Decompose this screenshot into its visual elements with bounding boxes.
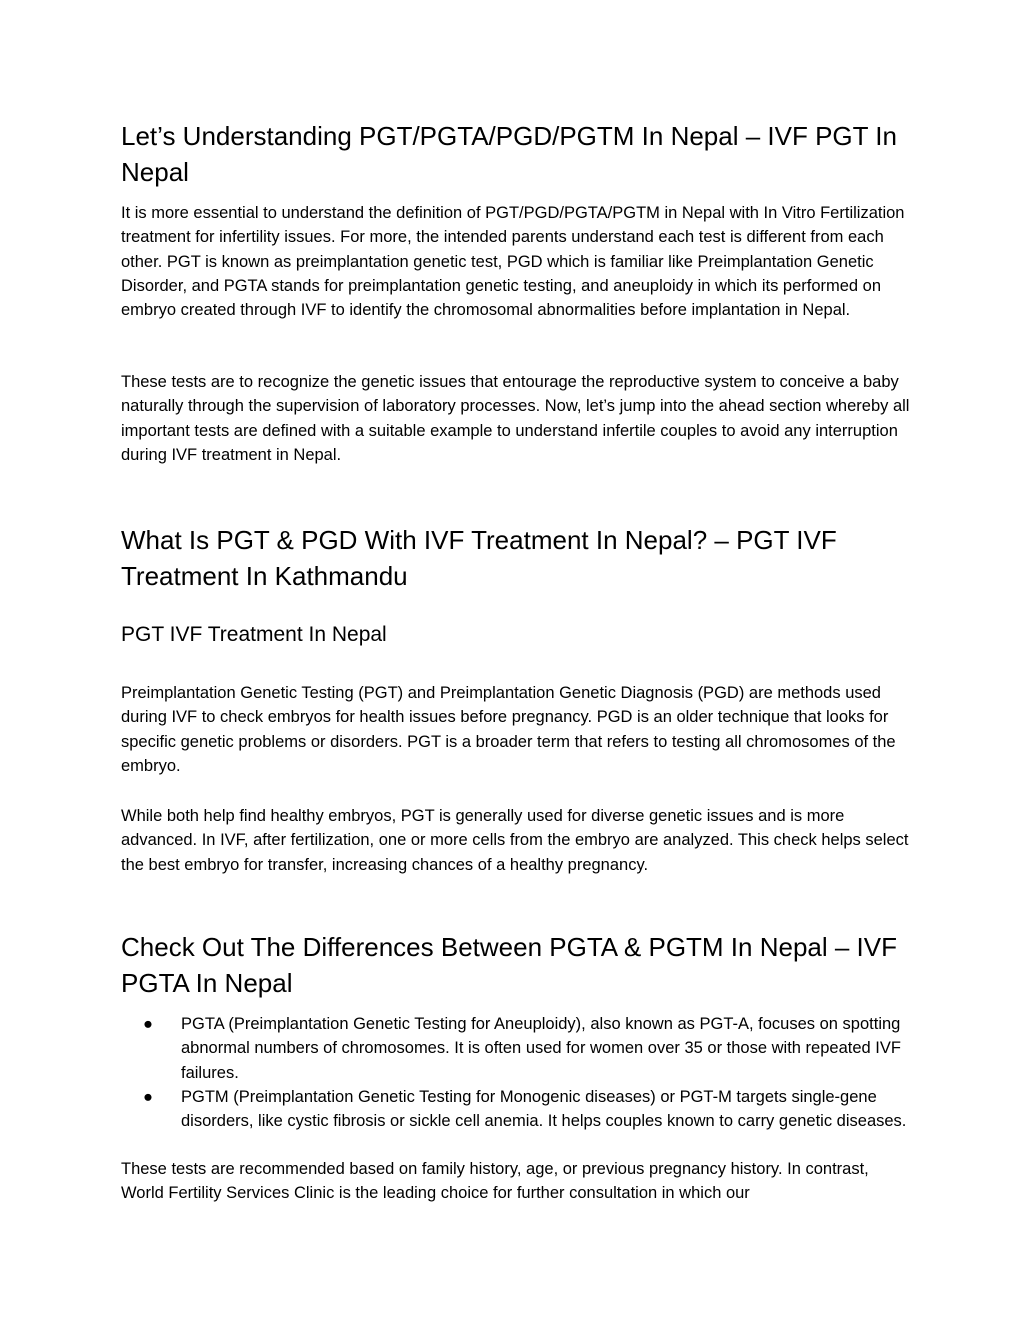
paragraph-pgt-pgd-definition: Preimplantation Genetic Testing (PGT) and Preimplantation Genetic Diagnosis (PGD) are methods used during IVF to check embryos for health issues before pregnancy. PGD is an older technique that looks for specific genetic problems or disorders. PGT is a broader term that refers to testing all chromosomes of the embryo. [121,684,896,775]
paragraph-tests-purpose: These tests are to recognize the genetic issues that entourage the reproductive system to conceive a baby naturally through the supervision of laboratory processes. Now, let’s jump into the ahead section whereby all important tests are defined with a suitable example to understand infertile couples to avoid any interruption during IVF treatment in Nepal. [121,373,910,464]
subheading-pgt-ivf: PGT IVF Treatment In Nepal [121,623,387,646]
paragraph-recommendation: These tests are recommended based on family history, age, or previous pregnancy history. In contrast, World Fertility Services Clinic is the leading choice for further consultation in which our [121,1160,869,1203]
paragraph-pgt-advantages: While both help find healthy embryos, PGT is generally used for diverse genetic issues and is more advanced. In IVF, after fertilization, one or more cells from the embryo are analyzed. This check helps select the best embryo for transfer, increasing chances of a healthy pregnancy. [121,807,909,874]
bullet-list [121,1012,911,1133]
heading-pgt-understanding: Let’s Understanding PGT/PGTA/PGD/PGTM In Nepal – IVF PGT In Nepal [121,121,897,187]
list-item [121,1085,911,1134]
list-item [121,1012,911,1085]
list-item-text: PGTM (Preimplantation Genetic Testing for Monogenic diseases) or PGT-M targets single-gene disorders, like cystic fibrosis or sickle cell anemia. It helps couples known to carry genetic diseases. [181,1087,907,1131]
bullet-icon: ● [143,1087,153,1106]
paragraph-definitions: It is more essential to understand the definition of PGT/PGD/PGTA/PGTM in Nepal with In Vitro Fertilization treatment for infertility issues. For more, the intended parents understand each test is different from each other. PGT is known as preimplantation genetic test, PGD which is familiar like Preimplantation Genetic Disorder, and PGTA stands for preimplantation genetic testing, and aneuploidy in which its performed on embryo created through IVF to identify the chromosomal abnormalities before implantation in Nepal. [121,204,905,320]
heading-pgta-pgtm-differences: Check Out The Differences Between PGTA & PGTM In Nepal – IVF PGTA In Nepal [121,932,898,998]
bullet-icon: ● [143,1015,153,1033]
list-item-text: PGTA (Preimplantation Genetic Testing for Aneuploidy), also known as PGT-A, focuses on spotting abnormal numbers of chromosomes. It is often used for women over 35 or those with repeated IVF failures. [181,1015,901,1082]
heading-pgt-pgd: What Is PGT & PGD With IVF Treatment In Nepal? – PGT IVF Treatment In Kathmandu [121,525,837,591]
